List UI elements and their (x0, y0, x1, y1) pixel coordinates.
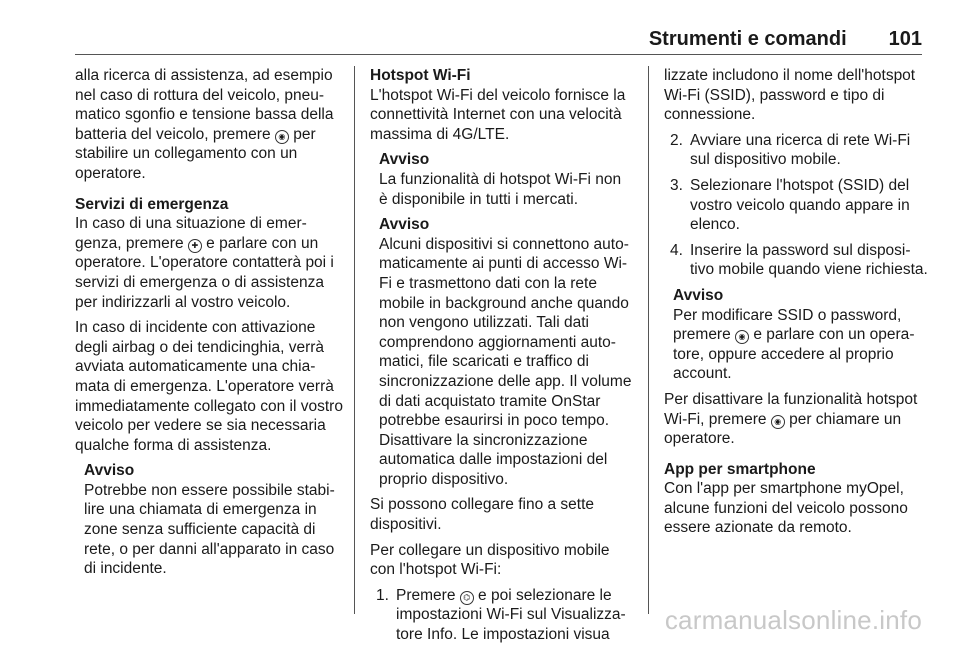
list-item: 3. Selezionare l'hotspot (SSID) del vostro veicolo quando appare in elenco. (664, 176, 928, 235)
note-title: Avviso (379, 216, 430, 234)
list-item: 4. Inserire la password sul dispositivo mobile quando viene richiesta. (664, 241, 928, 280)
note-title: Avviso (379, 151, 430, 169)
sos-icon: ✚ (188, 239, 202, 253)
step-number: 3. (670, 176, 683, 194)
note-box (379, 150, 632, 209)
column-divider-2 (648, 66, 649, 614)
paragraph: In caso di incidente con attivazione degli airbag o dei tendicinghia, verrà avviata automaticamente una chiamata di emergenza. L'operatore verrà immediatamente collegato con il vostro veicolo per vedere se sia necessaria qualche forma di assistenza. (75, 319, 343, 454)
step-number: 1. (376, 586, 389, 604)
onstar-icon: ◉ (771, 415, 785, 429)
note-box (379, 215, 632, 489)
column-3 (664, 66, 928, 538)
paragraph: alla ricerca di assistenza, ad esempio nel caso di rottura del veicolo, pneumatico sgonfio e tensione bassa della batteria del veicolo, premere ◉ per stabilire un collegamento con un operatore. (75, 67, 334, 182)
hotspot-icon: ⌬ (460, 591, 474, 605)
steps-list (370, 586, 632, 645)
onstar-icon: ◉ (275, 130, 289, 144)
header-title: Strumenti e comandi (648, 28, 847, 50)
note-title: Avviso (673, 286, 724, 304)
paragraph: L'hotspot Wi-Fi del veicolo fornisce la connettività Internet con una velocità massima di 4G/LTE. (370, 86, 626, 143)
paragraph: In caso di una situazione di emergenza, premere ✚ e parlare con un operatore. L'operatore contatterà poi i servizi di emergenza o di assistenza per indirizzarli al vostro veicolo. (75, 215, 334, 311)
note-text: Per modificare SSID o password, premere ◉ e parlare con un operatore, oppure accedere al proprio account. (673, 306, 915, 383)
section-heading-hotspot: Hotspot Wi-Fi (370, 67, 471, 84)
section-heading-app: App per smartphone (664, 460, 816, 478)
watermark: carmanualsonline.info (664, 605, 922, 635)
page-header (649, 28, 922, 51)
paragraph: Con l'app per smartphone myOpel, alcune funzioni del veicolo possono essere azionate da remoto. (664, 480, 908, 537)
paragraph: Per disattivare la funzionalità hotspot Wi-Fi, premere ◉ per chiamare un operatore. (664, 390, 918, 448)
note-text: Potrebbe non essere possibile stabilire una chiamata di emergenza in zone senza sufficiente capacità di rete, o per danni all'apparato in caso di incidente. (84, 481, 335, 578)
column-divider-1 (354, 66, 355, 614)
list-item: 2. Avviare una ricerca di rete Wi-Fi sul dispositivo mobile. (664, 131, 928, 170)
note-box (84, 461, 343, 579)
paragraph: Si possono collegare fino a sette dispositivi. (370, 496, 595, 534)
page-number: 101 (888, 28, 922, 50)
list-item-continuation: lizzate includono il nome dell'hotspot Wi-Fi (SSID), password e tipo di connessione. (664, 67, 916, 124)
list-item: 1. Premere ⌬ e poi selezionare le impostazioni Wi-Fi sul Visualizzatore Info. Le impostazioni visua (370, 586, 632, 645)
onstar-icon: ◉ (735, 330, 749, 344)
note-text: La funzionalità di hotspot Wi-Fi non è disponibile in tutti i mercati. (379, 170, 622, 208)
steps-list (664, 131, 928, 280)
note-box (673, 286, 928, 384)
step-number: 2. (670, 131, 683, 149)
column-1 (75, 66, 343, 579)
note-title: Avviso (84, 462, 135, 480)
column-2 (370, 66, 632, 645)
header-rule (75, 54, 922, 55)
step-number: 4. (670, 241, 683, 259)
paragraph: Per collegare un dispositivo mobile con l'hotspot Wi-Fi: (370, 541, 610, 579)
section-heading-emergenza: Servizi di emergenza (75, 195, 229, 213)
note-text: Alcuni dispositivi si connettono automaticamente ai punti di accesso Wi-Fi e trasmettono dati con la rete mobile in background anche quando non vengono utilizzati. Tali dati comprendono aggiornamenti automatici, file scaricati e traffico di sincronizzazione delle app. Il volume di dati acquistato tramite OnStar potrebbe esaurirsi in poco tempo. Disattivare la sincronizzazione automatica dalle impostazioni del proprio dispositivo. (379, 235, 632, 488)
